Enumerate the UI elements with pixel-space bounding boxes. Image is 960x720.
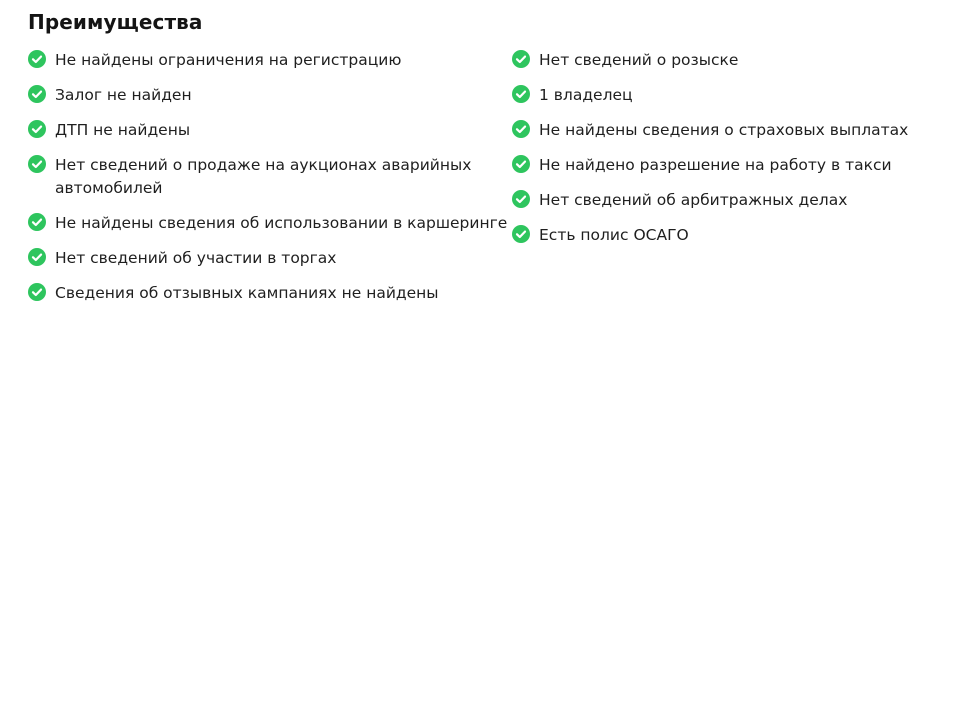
advantage-item-no-taxi-permit [512, 154, 932, 177]
check-circle-icon [28, 85, 46, 103]
advantage-label: ДТП не найдены [55, 121, 191, 139]
advantage-item-no-arbitration [512, 189, 932, 212]
advantage-label: 1 владелец [539, 86, 633, 104]
advantage-label: Не найдены сведения об использовании в каршеринге [55, 214, 508, 232]
advantage-item-not-wanted [512, 49, 932, 72]
check-circle-icon [28, 120, 46, 138]
advantages-grid [28, 49, 938, 317]
advantage-item-one-owner [512, 84, 932, 107]
advantage-item-no-auctions [28, 247, 512, 270]
advantage-item-no-accidents [28, 119, 512, 142]
advantage-label: Не найдены сведения о страховых выплатах [539, 121, 909, 139]
advantage-label: Сведения об отзывных кампаниях не найдены [55, 284, 439, 302]
section-title: Преимущества [28, 10, 203, 34]
check-circle-icon [28, 213, 46, 231]
check-circle-icon [512, 120, 530, 138]
advantage-item-osago-policy [512, 224, 932, 247]
advantage-label: Нет сведений об участии в торгах [55, 249, 337, 267]
advantages-right-column [512, 49, 932, 317]
advantage-item-no-registration-restrictions [28, 49, 512, 72]
check-circle-icon [28, 248, 46, 266]
advantage-label: Залог не найден [55, 86, 192, 104]
advantages-left-column [28, 49, 512, 317]
advantage-label: Не найдены ограничения на регистрацию [55, 51, 402, 69]
advantage-label: Нет сведений о розыске [539, 51, 739, 69]
check-circle-icon [512, 225, 530, 243]
check-circle-icon [28, 283, 46, 301]
check-circle-icon [512, 50, 530, 68]
advantage-label: Не найдено разрешение на работу в такси [539, 156, 892, 174]
advantage-item-no-damaged-auctions [28, 154, 512, 200]
advantage-label: Нет сведений об арбитражных делах [539, 191, 848, 209]
advantage-label: Нет сведений о продаже на аукционах аварийных автомобилей [55, 156, 472, 197]
check-circle-icon [28, 50, 46, 68]
advantage-label: Есть полис ОСАГО [539, 226, 689, 244]
advantage-item-no-recalls [28, 282, 512, 305]
check-circle-icon [28, 155, 46, 173]
check-circle-icon [512, 190, 530, 208]
check-circle-icon [512, 85, 530, 103]
advantage-item-no-pledge [28, 84, 512, 107]
advantage-item-no-carsharing [28, 212, 512, 235]
advantage-item-no-insurance-payouts [512, 119, 932, 142]
check-circle-icon [512, 155, 530, 173]
advantages-section [28, 10, 938, 317]
